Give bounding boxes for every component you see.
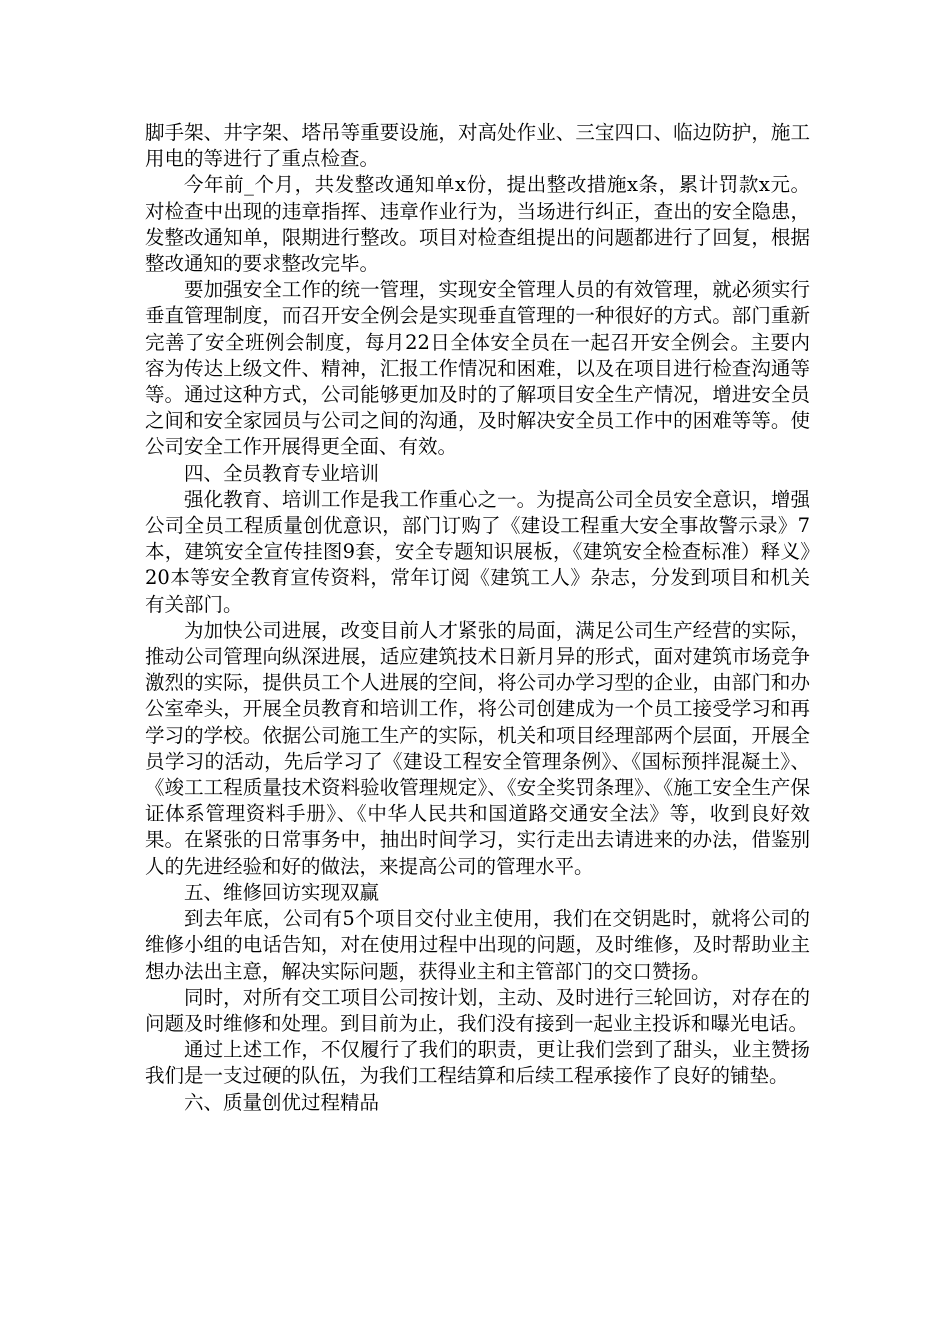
paragraph-education: 强化教育、培训工作是我工作重心之一。为提高公司全员安全意识，增强公司全员工程质量创优意识，部门订购了《建设工程重大安全事故警示录》7本，建筑安全宣传挂图9套，安全专题知识展板，《建筑安全检查标准）释义》20本等安全教育宣传资料，常年订阅《建筑工人》杂志，分发到项目和机关有关部门。 bbox=[145, 487, 810, 616]
document-page bbox=[145, 120, 810, 1116]
paragraph-training: 为加快公司进展，改变目前人才紧张的局面，满足公司生产经营的实际，推动公司管理向纵深进展，适应建筑技术日新月异的形式，面对建筑市场竞争激烈的实际，提供员工个人进展的空间，将公司办学习型的企业，由部门和办公室牵头，开展全员教育和培训工作，将公司创建成为一个员工接受学习和再学习的学校。依据公司施工生产的实际，机关和项目经理部两个层面，开展全员学习的活动，先后学习了《建设工程安全管理条例》、《国标预拌混凝土》、《竣工工程质量技术资料验收管理规定》、《安全奖罚条理》、《施工安全生产保证体系管理资料手册》、《中华人民共和国道路交通安全法》等，收到良好效果。在紧张的日常事务中，抽出时间学习，实行走出去请进来的办法，借鉴别人的先进经验和好的做法，来提高公司的管理水平。 bbox=[145, 618, 810, 878]
paragraph-rectification: 今年前_个月，共发整改通知单x份，提出整改措施x条，累计罚款x元。对检查中出现的违章指挥、违章作业行为，当场进行纠正，查出的安全隐患，发整改通知单，限期进行整改。项目对检查组提出的问题都进行了回复，根据整改通知的要求整改完毕。 bbox=[145, 173, 810, 276]
paragraph-safety-meeting: 要加强安全工作的统一管理，实现安全管理人员的有效管理，就必须实行垂直管理制度，而召开安全例会是实现垂直管理的一种很好的方式。部门重新完善了安全班例会制度，每月22日全体安全员在一起召开安全例会。主要内容为传达上级文件、精神，汇报工作情况和困难，以及在项目进行检查沟通等等。通过这种方式，公司能够更加及时的了解项目安全生产情况，增进安全员之间和安全家园员与公司之间的沟通，及时解决安全员工作中的困难等等。使公司安全工作开展得更全面、有效。 bbox=[145, 278, 810, 459]
paragraph-result: 通过上述工作，不仅履行了我们的职责，更让我们尝到了甜头，业主赞扬我们是一支过硬的队伍，为我们工程结算和后续工程承接作了良好的铺垫。 bbox=[145, 1038, 810, 1088]
section-heading-6: 六、质量创优过程精品 bbox=[184, 1090, 380, 1114]
section-heading-5: 五、维修回访实现双赢 bbox=[184, 880, 380, 904]
paragraph-maintenance: 到去年底，公司有5个项目交付业主使用，我们在交钥匙时，就将公司的维修小组的电话告知，对在使用过程中出现的问题，及时维修，及时帮助业主想办法出主意，解决实际问题，获得业主和主管部门的交口赞扬。 bbox=[145, 907, 810, 983]
paragraph-revisit: 同时，对所有交工项目公司按计划，主动、及时进行三轮回访，对存在的问题及时维修和处理。到目前为止，我们没有接到一起业主投诉和曝光电话。 bbox=[145, 985, 810, 1035]
section-heading-4: 四、全员教育专业培训 bbox=[184, 461, 380, 485]
paragraph-continuation: 脚手架、井字架、塔吊等重要设施，对高处作业、三宝四口、临边防护，施工用电的等进行了重点检查。 bbox=[145, 121, 810, 171]
